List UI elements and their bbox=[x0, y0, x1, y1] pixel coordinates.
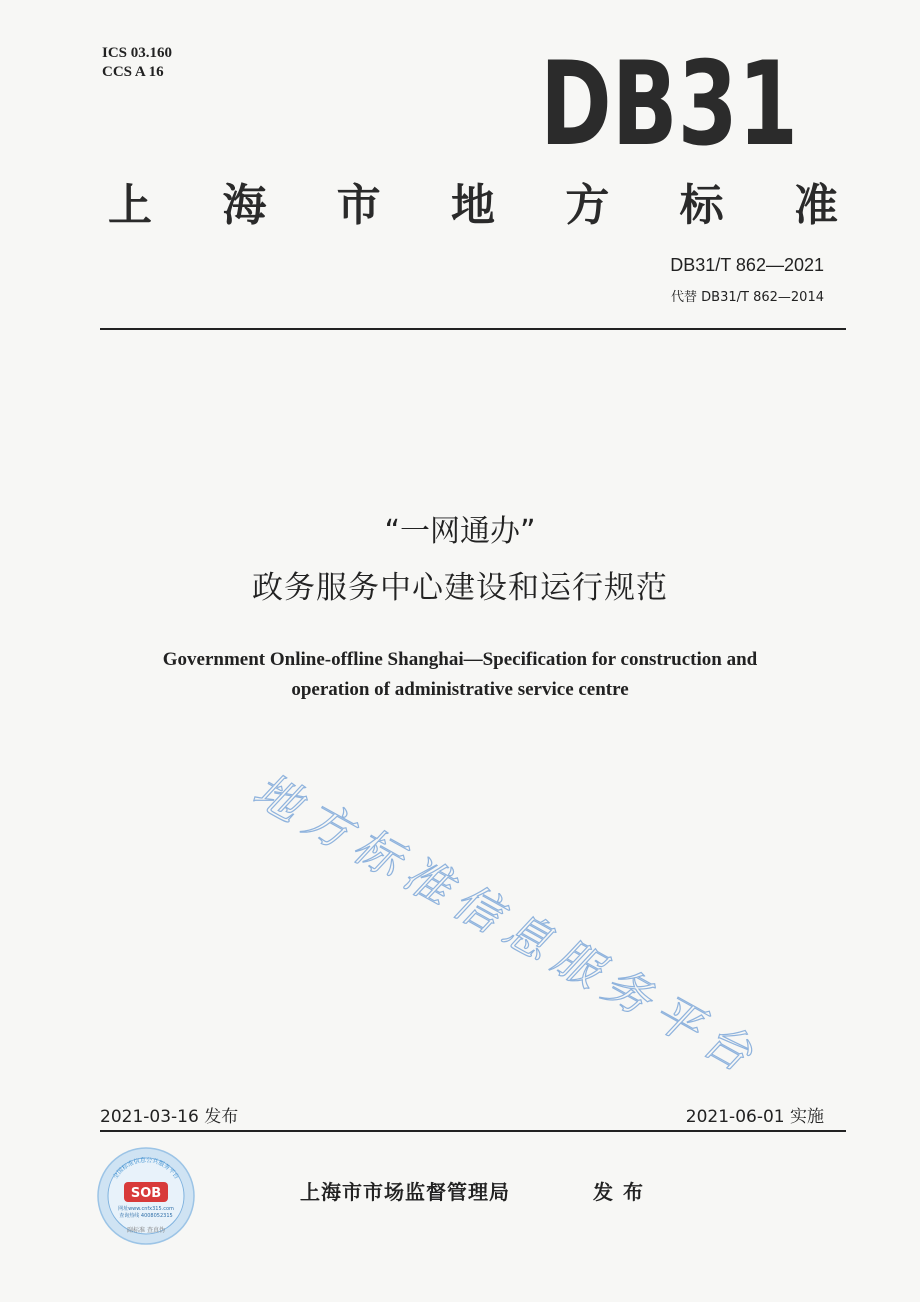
issue-date: 2021-03-16 发布 bbox=[100, 1107, 239, 1127]
standard-number: DB31/T 862—2021 bbox=[670, 255, 824, 275]
type-char: 市 bbox=[336, 180, 381, 231]
implementation-date: 2021-06-01 实施 bbox=[685, 1107, 824, 1127]
seal-bottom-text: 副标准 查真伪 bbox=[127, 1227, 165, 1234]
type-char: 上 bbox=[108, 180, 152, 231]
verification-seal bbox=[96, 1146, 196, 1246]
type-char: 地 bbox=[450, 180, 495, 231]
classification-codes bbox=[102, 44, 172, 82]
top-divider bbox=[100, 328, 846, 330]
type-char: 标 bbox=[679, 180, 724, 231]
replaces-standard: 代替 DB31/T 862—2014 bbox=[671, 290, 824, 305]
ccs-code: CCS A 16 bbox=[102, 64, 164, 80]
title-cn-line2: 政务服务中心建设和运行规范 bbox=[252, 570, 668, 606]
ics-code: ICS 03.160 bbox=[102, 45, 173, 61]
seal-url-text: 网址www.cnfx315.com bbox=[118, 1206, 174, 1212]
title-en bbox=[0, 645, 920, 705]
db31-logo bbox=[538, 37, 800, 172]
type-char: 方 bbox=[565, 180, 610, 231]
type-char: 海 bbox=[222, 180, 267, 231]
title-cn-line1: “一网通办” bbox=[384, 514, 536, 549]
watermark-text: 地方标准信息服务平台 bbox=[244, 762, 761, 1082]
title-en-line1: Government Online-offline Shanghai—Specification for construction and bbox=[162, 649, 758, 670]
standard-type-title bbox=[108, 178, 838, 238]
issue-label: 发布 bbox=[593, 1180, 653, 1204]
seal-logo-text: SOB bbox=[130, 1186, 162, 1201]
type-char: 准 bbox=[793, 180, 838, 231]
db31-logo-text: DB31 bbox=[540, 37, 798, 172]
seal-arc-text: 全国标准信息公共服务平台 bbox=[112, 1156, 180, 1181]
issuing-authority: 上海市市场监督管理局 bbox=[300, 1180, 510, 1204]
seal-hotline-text: 查询热线 4008052315 bbox=[119, 1213, 173, 1219]
title-en-line2: operation of administrative service centre bbox=[291, 679, 629, 700]
watermark bbox=[240, 760, 760, 1100]
bottom-divider bbox=[100, 1130, 846, 1132]
